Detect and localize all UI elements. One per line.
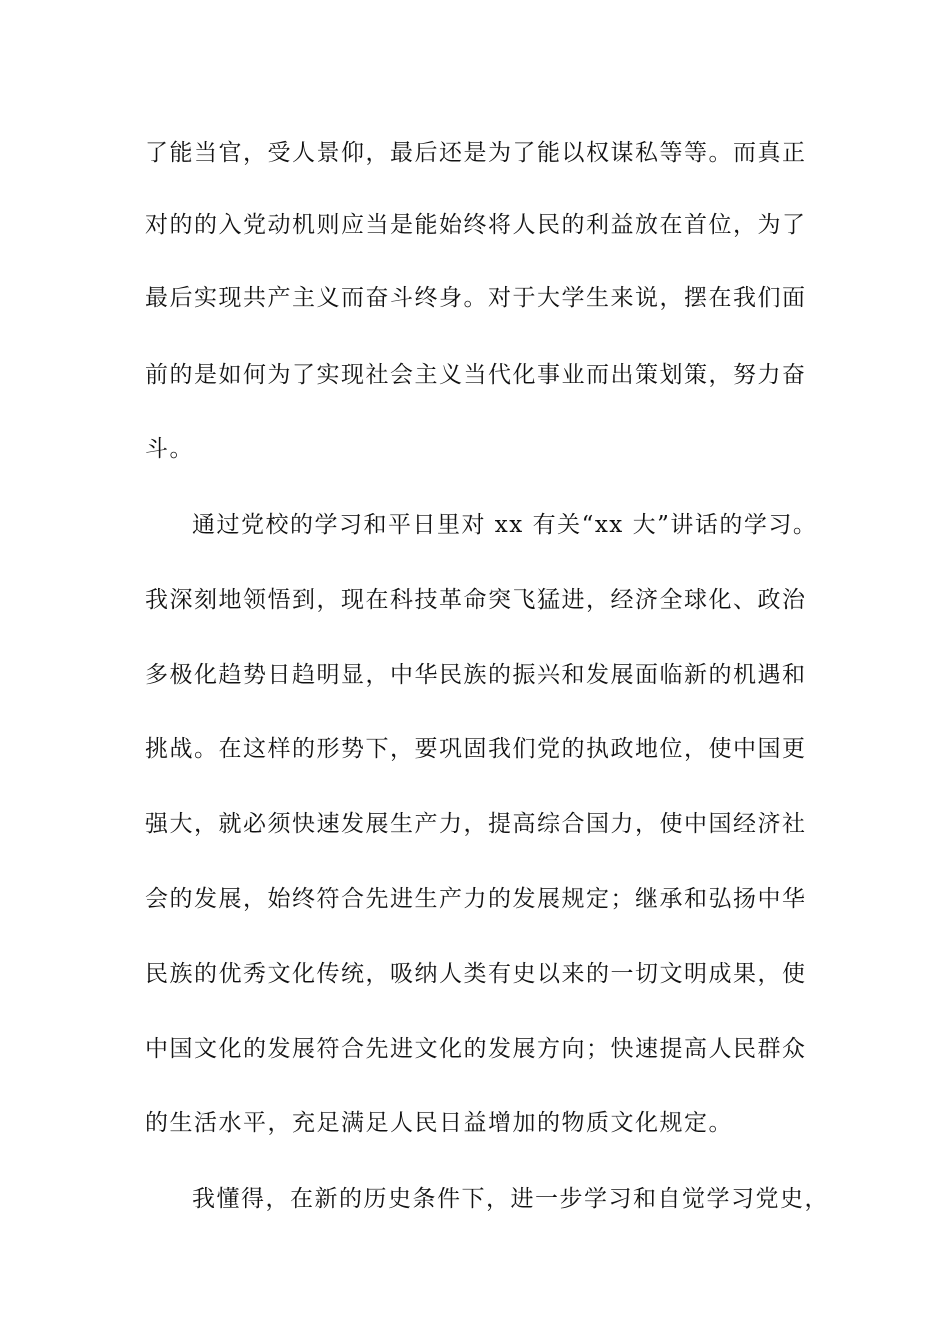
text-line: 斗。	[145, 436, 194, 462]
text-line: 多极化趋势日趋明显，中华民族的振兴和发展面临新的机遇和	[145, 662, 807, 688]
paragraph-first-line: 我懂得，在新的历史条件下，进一步学习和自觉学习党史，	[192, 1186, 829, 1212]
paragraph-first-line: 通过党校的学习和平日里对 xx 有关“xx 大”讲话的学习。	[192, 512, 818, 538]
text-line: 的生活水平，充足满足人民日益增加的物质文化规定。	[145, 1110, 733, 1136]
text-line: 民族的优秀文化传统，吸纳人类有史以来的一切文明成果，使	[145, 961, 807, 987]
text-line: 挑战。在这样的形势下，要巩固我们党的执政地位，使中国更	[145, 736, 807, 762]
text-line: 中国文化的发展符合先进文化的发展方向；快速提高人民群众	[145, 1036, 807, 1062]
text-line: 我深刻地领悟到，现在科技革命突飞猛进，经济全球化、政治	[145, 587, 807, 613]
text-line: 了能当官，受人景仰，最后还是为了能以权谋私等等。而真正	[145, 140, 807, 166]
text-line: 最后实现共产主义而奋斗终身。对于大学生来说，摆在我们面	[145, 285, 807, 311]
text-line: 会的发展，始终符合先进生产力的发展规定；继承和弘扬中华	[145, 886, 807, 912]
text-line: 前的是如何为了实现社会主义当代化事业而出策划策，努力奋	[145, 362, 807, 388]
text-line: 强大，就必须快速发展生产力，提高综合国力，使中国经济社	[145, 811, 807, 837]
text-line: 对的的入党动机则应当是能始终将人民的利益放在首位，为了	[145, 212, 807, 238]
